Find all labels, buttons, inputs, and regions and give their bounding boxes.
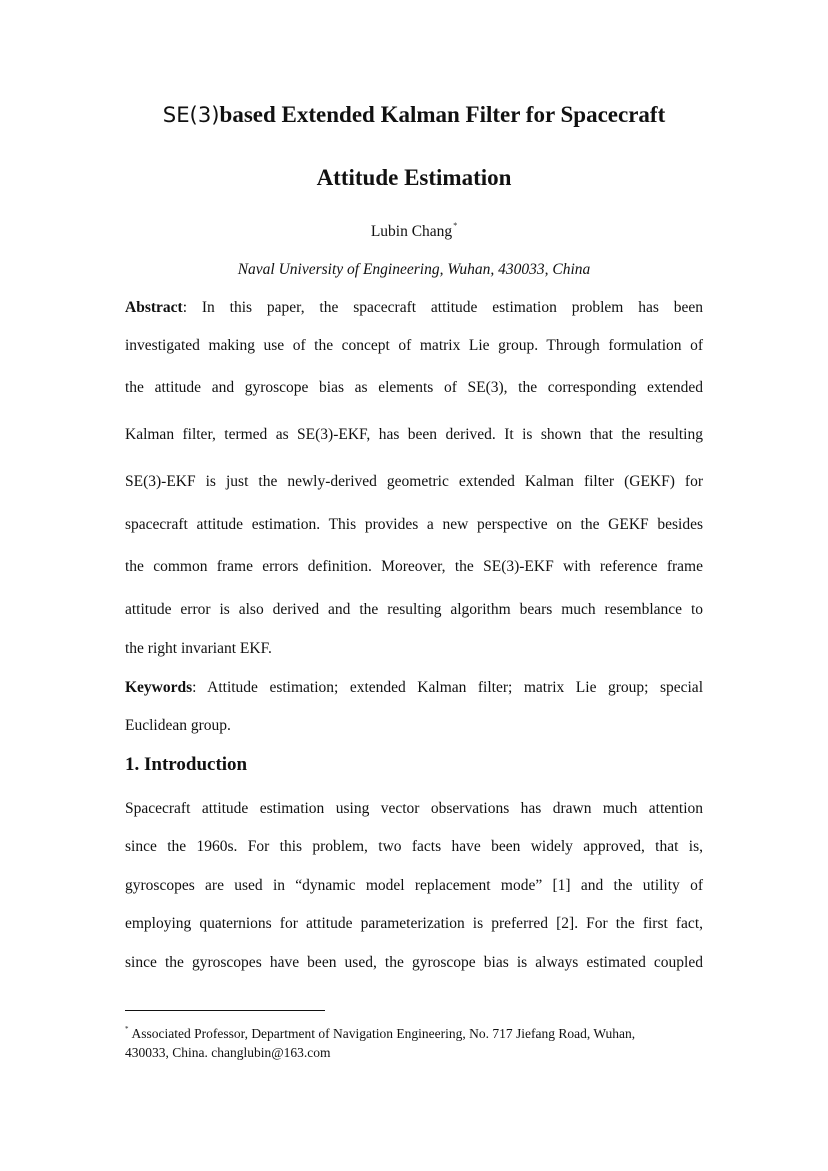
keywords-line: Euclidean group. — [125, 717, 231, 734]
abstract-line: Abstract: In this paper, the spacecraft attitude estimation problem has been — [125, 299, 703, 316]
keywords-line: Keywords: Attitude estimation; extended Kalman filter; matrix Lie group; special — [125, 679, 703, 696]
keywords-label: Keywords — [125, 679, 193, 696]
paper-title-line-2: Attitude Estimation — [316, 165, 512, 190]
footnote-line: * Associated Professor, Department of Navigation Engineering, No. 717 Jiefang Road, Wuhan, — [125, 1025, 636, 1041]
intro-line: employing quaternions for attitude parameterization is preferred [2]. For the first fact, — [125, 915, 703, 932]
affiliation: Naval University of Engineering, Wuhan, 430033, China — [237, 261, 591, 278]
author-footnote-mark: * — [453, 221, 458, 230]
abstract-line: spacecraft attitude estimation. This provides a new perspective on the GEKF besides — [125, 516, 703, 533]
abstract-line: SE(3)-EKF is just the newly-derived geometric extended Kalman filter (GEKF) for — [125, 473, 703, 490]
abstract-line: the attitude and gyroscope bias as elements of SE(3), the corresponding extended — [125, 379, 703, 396]
intro-line: since the gyroscopes have been used, the gyroscope bias is always estimated coupled — [125, 954, 703, 971]
footnote-mark: * — [125, 1025, 129, 1033]
abstract-line: Kalman filter, termed as SE(3)-EKF, has been derived. It is shown that the resulting — [125, 426, 703, 443]
paper-title-line-1 — [60, 100, 768, 130]
footnote-rule — [125, 1010, 325, 1011]
title-text-1: based Extended Kalman Filter for Spacecraft — [219, 102, 666, 127]
title-se3-symbol: SE(3) — [162, 102, 220, 127]
author-name: Lubin Chang — [370, 223, 453, 240]
abstract-line: the common frame errors definition. Moreover, the SE(3)-EKF with reference frame — [125, 558, 703, 575]
abstract-line: attitude error is also derived and the resulting algorithm bears much resemblance to — [125, 601, 703, 618]
intro-line: since the 1960s. For this problem, two facts have been widely approved, that is, — [125, 838, 703, 855]
abstract-label: Abstract — [125, 299, 183, 316]
footnote-line: 430033, China. changlubin@163.com — [125, 1045, 331, 1060]
intro-line: Spacecraft attitude estimation using vector observations has drawn much attention — [125, 800, 703, 817]
abstract-line: investigated making use of the concept of matrix Lie group. Through formulation of — [125, 337, 703, 354]
abstract-line: the right invariant EKF. — [125, 640, 272, 657]
intro-line: gyroscopes are used in “dynamic model replacement mode” [1] and the utility of — [125, 877, 703, 894]
author — [0, 221, 828, 241]
section-heading-introduction: 1. Introduction — [125, 754, 248, 775]
